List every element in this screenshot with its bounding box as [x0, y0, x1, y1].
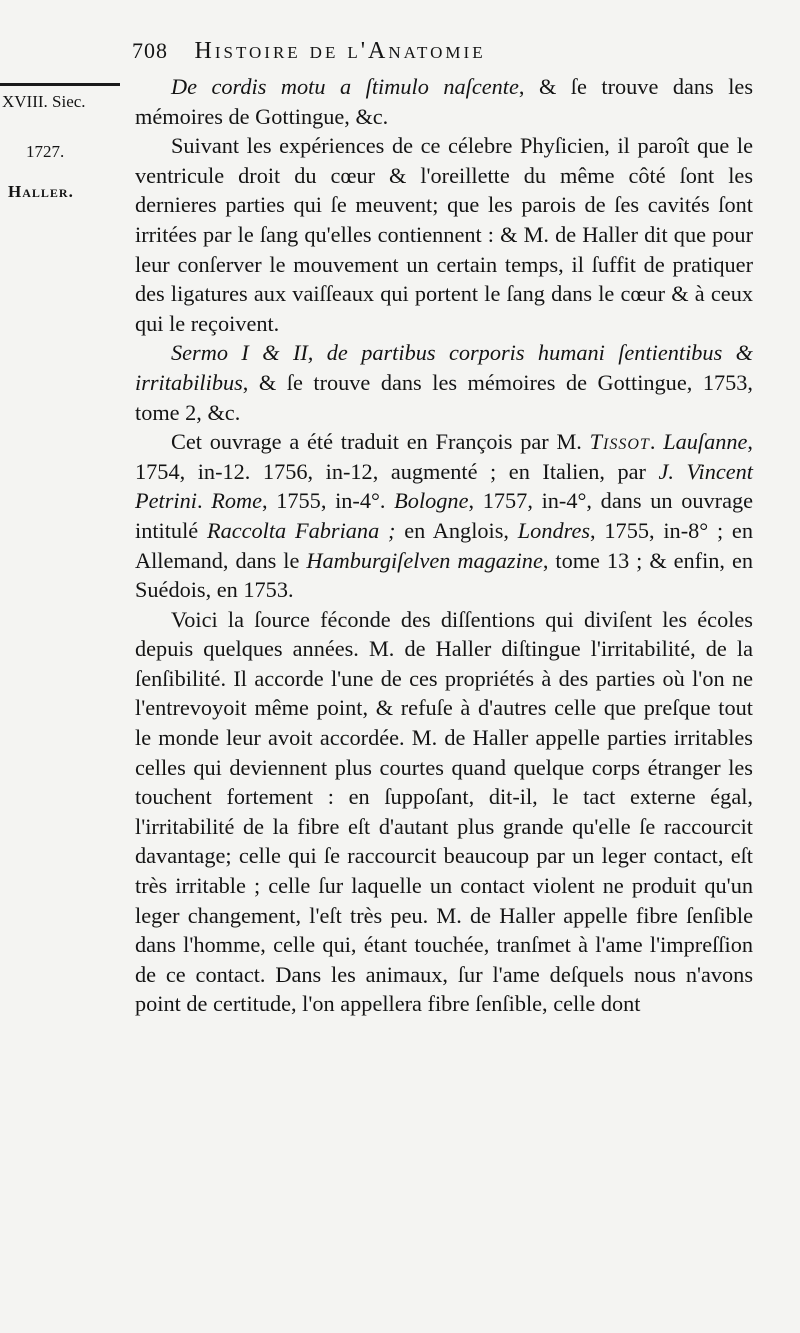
paragraph-3: Sermo I & II, de partibus corporis humani ſentientibus & irritabilibus, & ſe trouve dans les mémoires de Gottingue, 1753, tome 2, &c.: [135, 340, 753, 425]
work-title: Sermo I & II, de partibus corporis humani ſentientibus & irritabilibus: [135, 340, 753, 395]
running-head: [132, 38, 772, 65]
margin-rule: [0, 83, 120, 86]
margin-author: Haller.: [8, 182, 74, 201]
page-number: 708: [132, 38, 168, 63]
paragraph-2: Suivant les expériences de ce célebre Phyſicien, il paroît que le ventricule droit du cœur & l'oreillette du même côté ſont les dernieres parties qui ſe meuvent; que les parois de ſes cavités ſont irritées par le ſang qu'elles contiennent : & M. de Haller dit que pour leur conſerver le mouvement un certain temps, il ſuffit de pratiquer des ligatures aux vaiſſeaux qui portent le ſang dans le cœur & à ceux qui le reçoivent.: [135, 133, 753, 336]
paragraph-5: Voici la ſource féconde des diſſentions qui diviſent les écoles depuis quelques années. M. de Haller diſtingue l'irritabilité, de la ſenſibilité. Il accorde l'une de ces propriétés à des parties où l'on ne l'entrevoyoit même point, & refuſe à d'autres celle que preſque tout le monde leur avoit accordée. M. de Haller appelle parties irritables celles qui deviennent plus courtes quand quelque corps étranger les touchent fortement : en ſuppoſant, dit-il, le tact externe égal, l'irritabilité de la fibre eſt d'autant plus grande qu'elle ſe raccourcit davantage; celle qui ſe raccourcit beaucoup par un leger contact, eſt très irritable ; celle ſur laquelle un contact violent ne produit qu'un leger changement, l'eſt très peu. M. de Haller appelle fibre ſenſible dans l'homme, celle qui, étant touchée, tranſmet à l'ame l'impreſſion de ce contact. Dans les animaux, ſur l'ame deſquels nous n'avons point de certitude, l'on appellera fibre ſenſible, celle dont: [135, 606, 753, 1017]
body-text: [135, 72, 753, 1019]
margin-year: 1727.: [26, 142, 65, 161]
work-title: De cordis motu a ſtimulo naſcente: [171, 74, 519, 99]
margin-century: XVIII. Siec.: [2, 92, 86, 111]
paragraph-1: De cordis motu a ſtimulo naſcente, & ſe trouve dans les mémoires de Gottingue, &c.: [135, 74, 753, 129]
translator-name: Tissot: [589, 429, 650, 455]
paragraph-4: Cet ouvrage a été traduit en François par M. Tissot. Lauſanne, 1754, in-12. 1756, in-12, augmenté ; en Italien, par J. Vincent Petrini. Rome, 1755, in-4°. Bologne, 1757, in-4°, dans un ouvrage intitulé Raccolta Fabriana ; en Anglois, Londres, 1755, in-8° ; en Allemand, dans le Hamburgiſelven magazine, tome 13 ; & enfin, en Suédois, en 1753.: [135, 429, 754, 603]
running-title: Histoire de l'Anatomie: [194, 38, 486, 64]
